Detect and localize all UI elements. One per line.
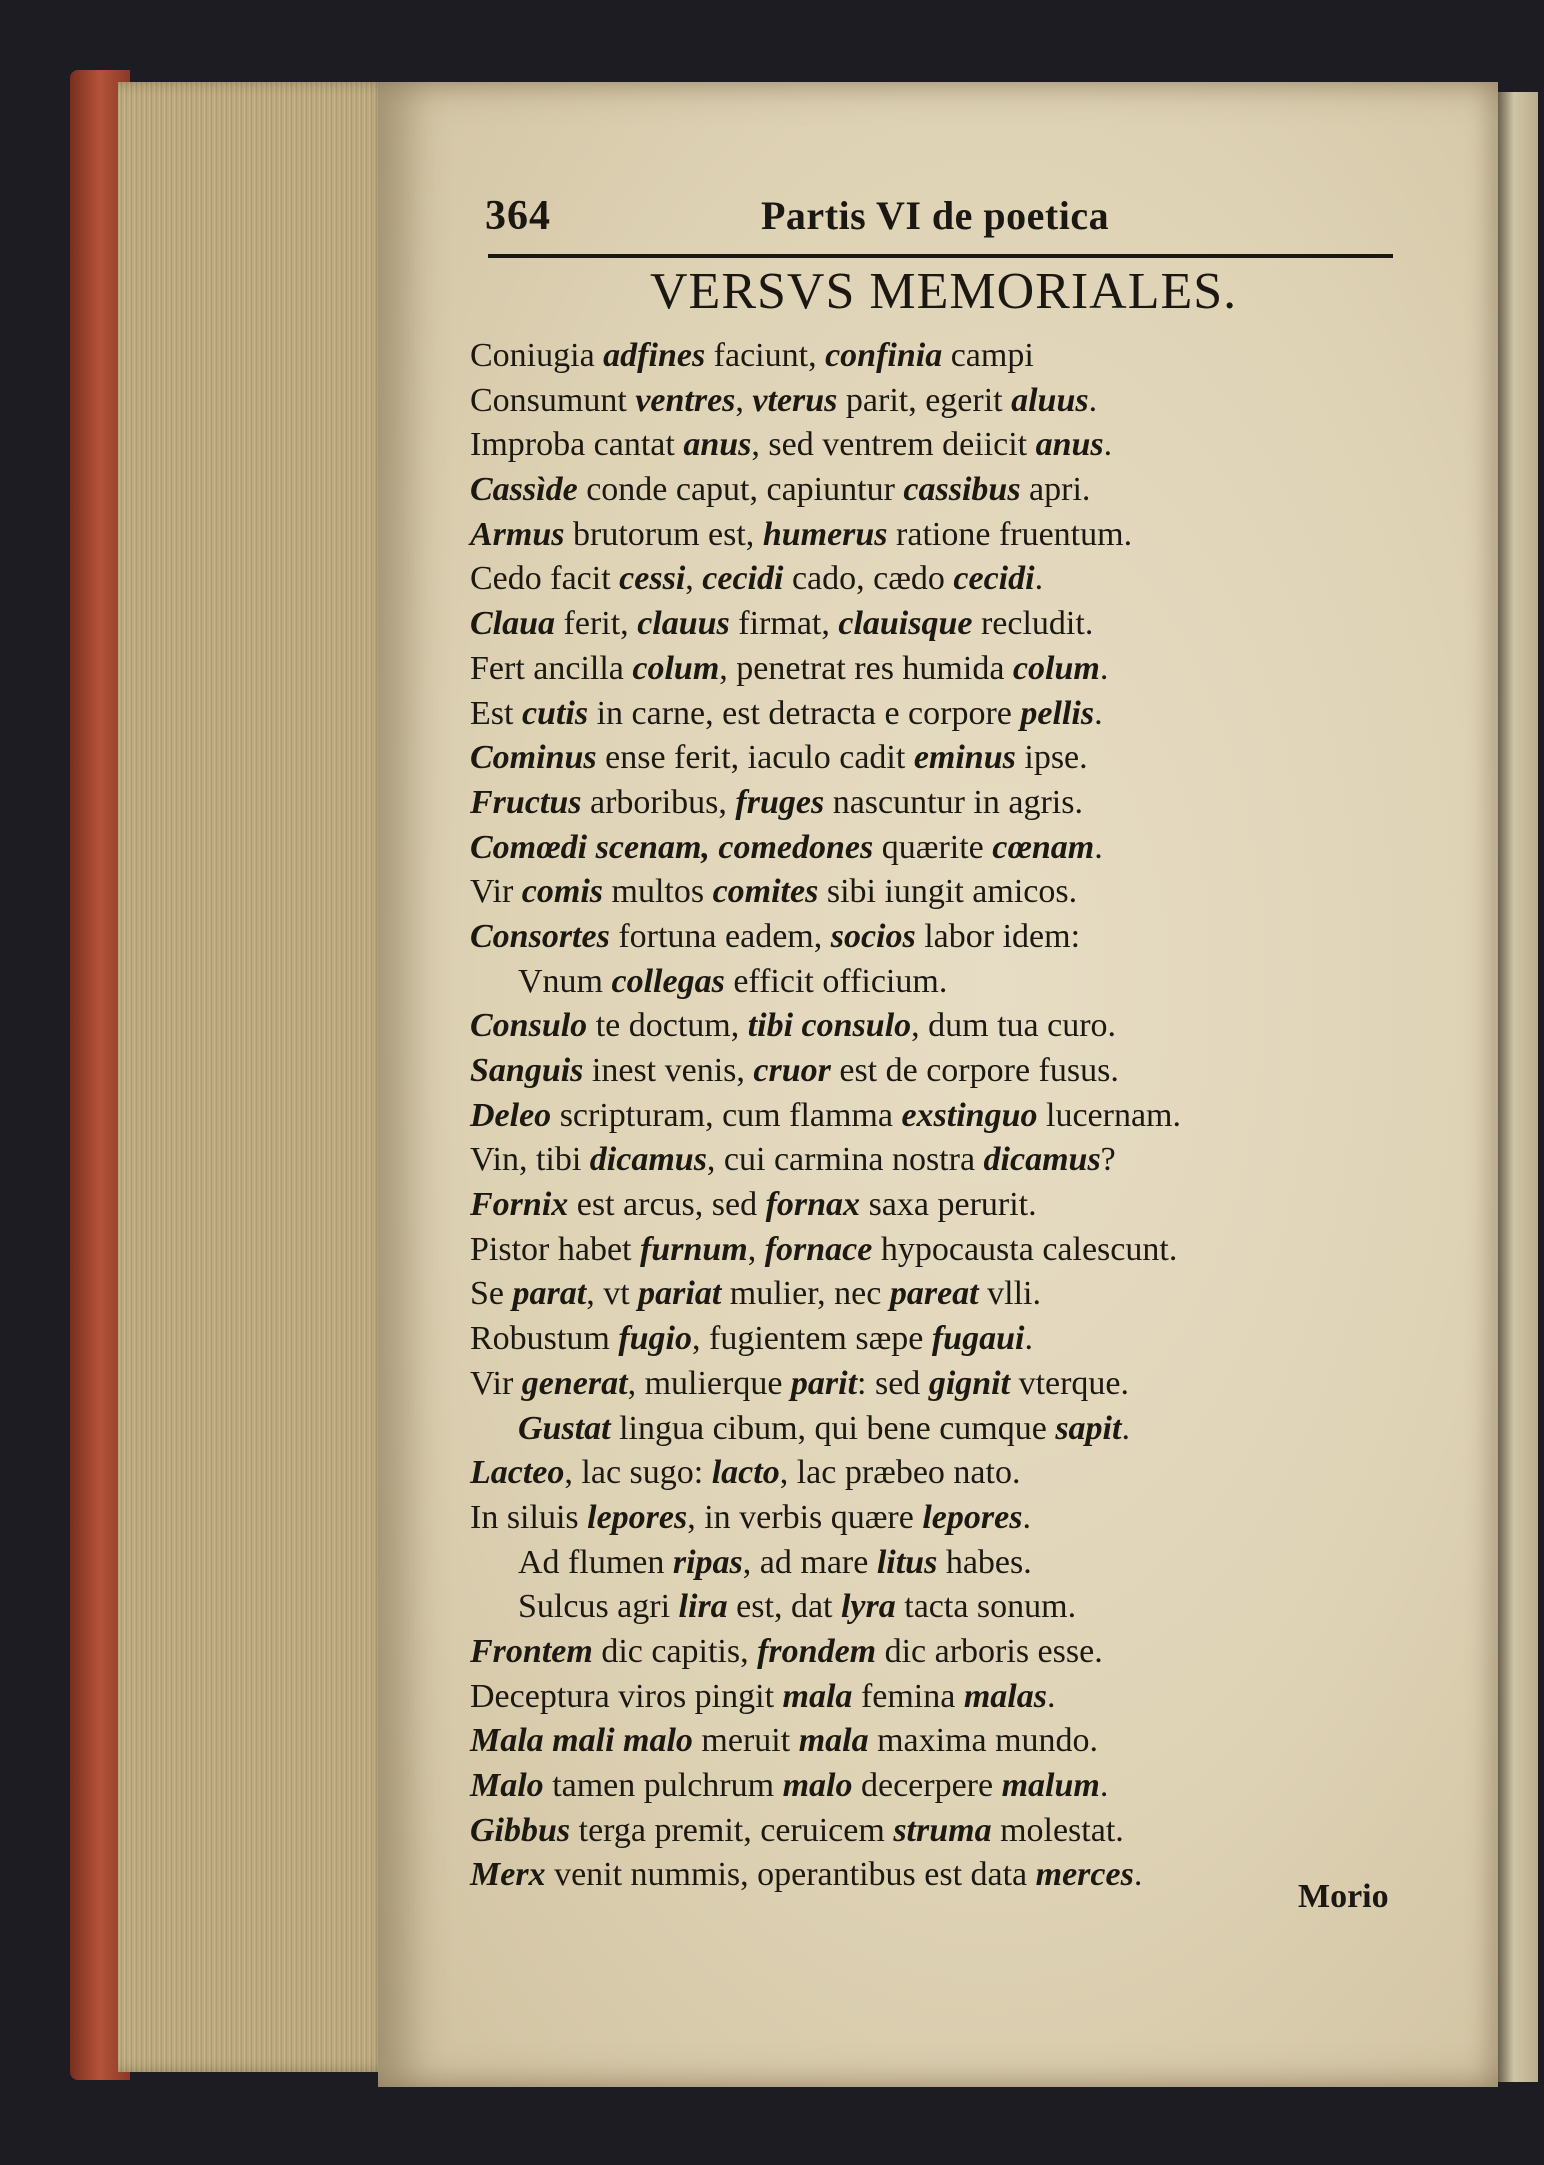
verse-text: . [1099, 649, 1109, 687]
verse-text: Fert ancilla [470, 649, 633, 687]
verse-line [470, 334, 1350, 379]
verse-line [470, 1809, 1350, 1854]
verse-keyword: Malo [470, 1767, 544, 1804]
verse-text: hypocausta calescunt. [872, 1230, 1178, 1268]
verse-keyword: gignit [928, 1364, 1011, 1402]
verse-line [470, 736, 1350, 781]
page-number: 364 [485, 193, 551, 239]
verse-text: meruit [692, 1722, 799, 1760]
verse-text: mulier, nec [721, 1275, 890, 1313]
verse-text: . [1024, 1320, 1033, 1358]
facing-page-edge [1498, 92, 1538, 2082]
verse-keyword: aluus [1011, 381, 1089, 419]
verse-line [470, 1719, 1350, 1764]
verse-text: : sed [857, 1364, 929, 1402]
page-block-edge [118, 82, 393, 2072]
verse-line [470, 781, 1350, 826]
verse-text: , penetrat res humida [719, 649, 1013, 687]
verse-text: Vir [470, 1364, 522, 1402]
verse-text: , [735, 381, 753, 419]
verse-text: Vir [470, 873, 522, 911]
verse-text: Coniugia [470, 337, 604, 374]
verse-keyword: Frontem [470, 1632, 593, 1670]
verse-keyword: ripas [672, 1543, 743, 1581]
verse-line [470, 1138, 1350, 1183]
verse-keyword: malo [782, 1767, 853, 1804]
verse-text: ratione fruentum. [887, 515, 1133, 553]
verse-text: campi [942, 337, 1034, 374]
verse-text: scripturam, cum flamma [551, 1096, 902, 1134]
verse-text: In siluis [470, 1498, 588, 1536]
verse-keyword: Fornix [470, 1186, 569, 1224]
verse-keyword: Armus [470, 515, 565, 553]
verse-text: Ad flumen [518, 1543, 673, 1581]
verse-keyword: fugio [618, 1320, 692, 1358]
verse-line [470, 1004, 1350, 1049]
verse-text: , mulierque [627, 1364, 791, 1402]
verse-keyword: lyra [840, 1588, 896, 1626]
verse-text: . [1034, 560, 1044, 598]
verse-keyword: frondem [757, 1632, 877, 1670]
verse-keyword: collegas [611, 962, 725, 1000]
verse-list [470, 334, 1350, 1898]
verse-keyword: confinia [825, 337, 943, 374]
verse-line [470, 1272, 1350, 1317]
verse-text: efficit officium. [724, 962, 948, 1000]
verse-text: ipse. [1015, 739, 1088, 777]
verse-text: brutorum est, [564, 515, 763, 553]
verse-text: femina [852, 1677, 964, 1715]
verse-text: labor idem: [915, 917, 1081, 955]
verse-keyword: comites [712, 873, 819, 911]
verse-text: , sed ventrem deiicit [751, 426, 1036, 464]
verse-text: , dum tua curo. [911, 1007, 1117, 1045]
verse-text: tamen pulchrum [543, 1767, 783, 1804]
verse-keyword: malas [963, 1677, 1047, 1715]
verse-text: , vt [586, 1275, 639, 1313]
verse-keyword: Merx [470, 1856, 546, 1894]
verse-line [470, 1183, 1350, 1228]
verse-keyword: Cominus [470, 739, 597, 777]
verse-line [470, 647, 1350, 692]
verse-line [470, 1094, 1350, 1139]
verse-keyword: eminus [913, 739, 1016, 777]
verse-text: ferit, [555, 605, 638, 643]
verse-keyword: Gustat [518, 1409, 611, 1447]
verse-line [470, 513, 1350, 558]
verse-text: te doctum, [587, 1007, 748, 1045]
verse-line [470, 1630, 1350, 1675]
verse-keyword: Gibbus [470, 1811, 571, 1849]
verse-text: molestat. [991, 1811, 1124, 1849]
verse-keyword: humerus [762, 515, 888, 553]
verse-keyword: Sanguis [470, 1052, 584, 1089]
verse-text: habes. [937, 1543, 1032, 1581]
verse-keyword: cœnam [992, 828, 1095, 866]
verse-keyword: adfines [603, 337, 706, 374]
verse-text: firmat, [729, 605, 839, 643]
verse-text: . [1022, 1498, 1031, 1536]
verse-text: ense ferit, iaculo cadit [596, 739, 914, 777]
verse-keyword: ventres [635, 381, 736, 419]
verse-text: Deceptura viros pingit [470, 1677, 783, 1715]
verse-text: , lac præbeo nato. [779, 1454, 1021, 1492]
verse-text: , fugientem sæpe [692, 1320, 932, 1358]
verse-text: lingua cibum, qui bene cumque [610, 1409, 1056, 1447]
verse-line [470, 557, 1350, 602]
verse-keyword: mala [798, 1722, 869, 1760]
verse-line [470, 1541, 1350, 1586]
verse-line [470, 379, 1350, 424]
verse-keyword: dicamus [589, 1141, 707, 1179]
verse-text: fortuna eadem, [609, 917, 831, 955]
verse-keyword: Claua [470, 605, 556, 643]
verse-text: dic arboris esse. [876, 1632, 1103, 1670]
verse-keyword: anus [1035, 426, 1104, 464]
verse-text: Vnum [518, 962, 612, 1000]
verse-text: decerpere [852, 1767, 1002, 1804]
section-heading: VERSVS MEMORIALES. [650, 263, 1238, 320]
verse-line [470, 1049, 1350, 1094]
verse-text: Vin, tibi [470, 1141, 590, 1179]
running-head [485, 192, 1395, 252]
verse-text: apri. [1020, 471, 1091, 509]
verse-keyword: Cassìde [470, 471, 578, 509]
verse-line [470, 468, 1350, 513]
verse-keyword: merces [1035, 1856, 1134, 1894]
verse-text: recludit. [972, 605, 1094, 643]
verse-keyword: fornace [764, 1230, 873, 1268]
verse-line [470, 1853, 1350, 1898]
verse-text: Consumunt [470, 381, 636, 419]
verse-keyword: lacto [711, 1454, 780, 1492]
verse-keyword: colum [1012, 649, 1100, 687]
verse-line [470, 1585, 1350, 1630]
verse-keyword: cecidi [702, 560, 784, 598]
verse-keyword: cessi [619, 560, 686, 598]
running-title: Partis VI de poetica [761, 193, 1110, 238]
verse-text: vterque. [1010, 1364, 1130, 1402]
header-rule [488, 254, 1393, 258]
verse-text: ? [1100, 1141, 1116, 1179]
verse-line [470, 1317, 1350, 1362]
verse-keyword: fornax [765, 1186, 861, 1224]
verse-text: Cedo facit [470, 560, 620, 598]
verse-text: in carne, est detracta e corpore [588, 694, 1021, 732]
verse-line [470, 1451, 1350, 1496]
verse-keyword: pariat [638, 1275, 722, 1313]
verse-keyword: clauisque [838, 605, 973, 643]
verse-keyword: Comœdi scenam, comedones [470, 828, 874, 866]
verse-keyword: Fructus [470, 783, 582, 821]
verse-text: , [685, 560, 703, 598]
verse-keyword: anus [683, 426, 752, 464]
verse-keyword: generat [521, 1364, 628, 1402]
verse-keyword: cruor [753, 1052, 831, 1089]
verse-line [470, 826, 1350, 871]
verse-keyword: clauus [637, 605, 730, 643]
verse-keyword: cecidi [953, 560, 1035, 598]
verse-text: dic capitis, [592, 1632, 758, 1670]
verse-text: arboribus, [581, 783, 736, 821]
verse-keyword: dicamus [983, 1141, 1101, 1179]
verse-text: faciunt, [705, 337, 826, 374]
verse-keyword: Deleo [470, 1096, 552, 1134]
verse-keyword: litus [876, 1543, 938, 1581]
verse-text: . [1099, 1767, 1109, 1804]
verse-line [470, 960, 1350, 1005]
verse-keyword: pellis [1020, 694, 1095, 732]
verse-keyword: parit [790, 1364, 858, 1402]
verse-keyword: socios [830, 917, 916, 955]
verse-keyword: Consulo [470, 1007, 588, 1045]
verse-keyword: comis [521, 873, 603, 911]
verse-text: est, dat [727, 1588, 841, 1626]
verse-line [470, 1496, 1350, 1541]
verse-keyword: cutis [521, 694, 589, 732]
verse-keyword: colum [632, 649, 720, 687]
verse-text: tacta sonum. [895, 1588, 1077, 1626]
verse-text: , in verbis quære [687, 1498, 923, 1536]
verse-line [470, 1228, 1350, 1273]
verse-text: Robustum [470, 1320, 619, 1358]
verse-text: . [1088, 381, 1098, 419]
verse-text: . [1121, 1409, 1130, 1447]
verse-text: est arcus, sed [568, 1186, 766, 1224]
verse-text: , cui carmina nostra [706, 1141, 984, 1179]
verse-text: . [1133, 1856, 1143, 1894]
verse-text: lucernam. [1037, 1096, 1182, 1134]
verse-keyword: fruges [735, 783, 825, 821]
verse-keyword: fugaui [931, 1320, 1025, 1358]
verse-line [470, 1407, 1350, 1452]
verse-text: saxa perurit. [860, 1186, 1037, 1224]
verse-text: est de corpore fusus. [830, 1052, 1119, 1089]
verse-text: Improba cantat [470, 426, 684, 464]
verse-line [470, 915, 1350, 960]
verse-keyword: malum [1001, 1767, 1100, 1804]
verse-line [470, 1362, 1350, 1407]
verse-keyword: furnum [639, 1230, 748, 1268]
verse-keyword: sapit [1055, 1409, 1122, 1447]
verse-line [470, 1675, 1350, 1720]
verse-text: . [1046, 1677, 1056, 1715]
verse-text: maxima mundo. [868, 1722, 1099, 1760]
verse-line [470, 423, 1350, 468]
verse-line [470, 602, 1350, 647]
verse-keyword: Consortes [470, 917, 610, 955]
verse-text: nascuntur in agris. [824, 783, 1083, 821]
verse-keyword: vterus [752, 381, 838, 419]
verse-text: Pistor habet [470, 1230, 640, 1268]
verse-keyword: parat [512, 1275, 587, 1313]
verse-text: quærite [873, 828, 993, 866]
verse-keyword: mala [782, 1677, 853, 1715]
verse-keyword: lepores [587, 1498, 688, 1536]
verse-keyword: Lacteo [470, 1454, 565, 1492]
verse-line [470, 870, 1350, 915]
verse-text: Se [470, 1275, 513, 1313]
verse-text: terga premit, ceruicem [570, 1811, 894, 1849]
verse-keyword: exstinguo [901, 1096, 1038, 1134]
verse-text: . [1094, 694, 1103, 732]
verse-keyword: cassibus [903, 471, 1021, 509]
verse-text: Sulcus agri [518, 1588, 679, 1626]
verse-text: vlli. [978, 1275, 1041, 1313]
verse-text: inest venis, [583, 1052, 754, 1089]
verse-text: conde caput, capiuntur [577, 471, 904, 509]
verse-line [470, 1764, 1350, 1809]
verse-text: , ad mare [742, 1543, 877, 1581]
verse-keyword: struma [893, 1811, 992, 1849]
verse-text: venit nummis, operantibus est data [545, 1856, 1036, 1894]
verse-line [470, 692, 1350, 737]
verse-text: parit, egerit [837, 381, 1012, 419]
verse-keyword: pareat [889, 1275, 979, 1313]
verse-keyword: Mala mali malo [470, 1722, 693, 1760]
verse-keyword: lira [678, 1588, 728, 1626]
verse-text: , [747, 1230, 765, 1268]
verse-text: . [1103, 426, 1113, 464]
verse-text: multos [603, 873, 713, 911]
verse-text: , lac sugo: [564, 1454, 712, 1492]
catchword: Morio [1298, 1878, 1389, 1915]
verse-text: . [1094, 828, 1103, 866]
verse-keyword: lepores [922, 1498, 1023, 1536]
verse-keyword: tibi consulo [747, 1007, 912, 1045]
verse-text: Est [470, 694, 522, 732]
verse-text: cado, cædo [783, 560, 954, 598]
verse-text: sibi iungit amicos. [818, 873, 1078, 911]
